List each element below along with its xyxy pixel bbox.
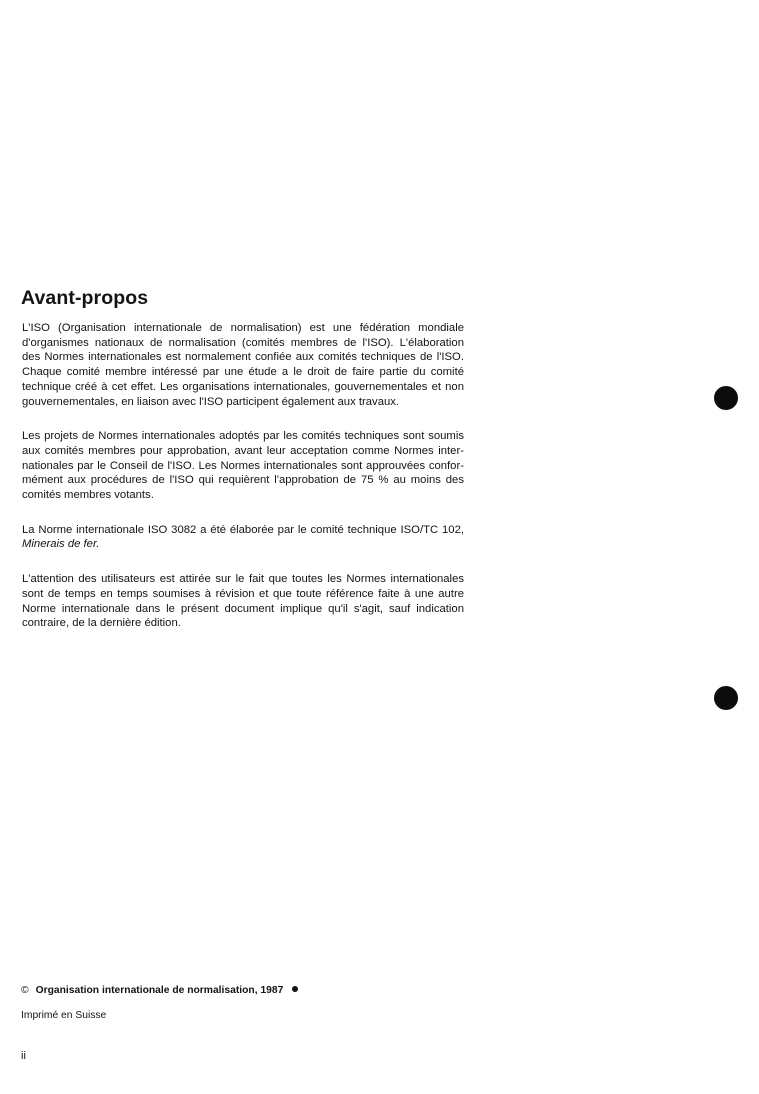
page-number: ii (21, 1050, 26, 1062)
paragraph-membership (22, 321, 464, 409)
text-line: des Normes internationales est normalement confiée aux comités techniques de l'ISO. (22, 351, 464, 364)
copyright-text: Organisation internationale de normalisation, 1987 (35, 985, 284, 996)
binding-hole-icon (714, 686, 738, 710)
copyright-notice (21, 985, 298, 996)
copyright-icon: © (21, 985, 29, 996)
printed-in: Imprimé en Suisse (21, 1010, 107, 1021)
paragraph-standard-origin (22, 523, 464, 552)
text-line: nationales par le Conseil de l'ISO. Les Normes internationales sont approuvées confor- (22, 459, 464, 472)
text-line: technique créé à cet effet. Les organisations internationales, gouvernementales et non (22, 380, 464, 393)
text-line: L'attention des utilisateurs est attirée sur le fait que toutes les Normes internationales (22, 573, 464, 586)
text-line: aux comités membres pour approbation, avant leur acceptation comme Normes inter- (22, 444, 464, 457)
text-line: contraire, de la dernière édition. (22, 617, 181, 630)
text-line: L'ISO (Organisation internationale de normalisation) est une fédération mondiale (22, 322, 464, 334)
paragraph-approval (22, 429, 464, 503)
text-line: La Norme internationale ISO 3082 a été élaborée par le comité technique ISO/TC 102, (22, 523, 464, 536)
text-line: Norme internationale dans le présent document implique qu'il s'agit, sauf indication (22, 602, 464, 615)
binding-hole-icon (714, 386, 738, 410)
page-title: Avant-propos (21, 287, 149, 309)
text-line: comités membres votants. (22, 489, 154, 502)
text-line: d'organismes nationaux de normalisation (comités membres de l'ISO). L'élaboration (22, 336, 464, 349)
foreword-body (22, 321, 464, 651)
text-line: mément aux procédures de l'ISO qui requièrent l'approbation de 75 % au moins des (22, 474, 464, 487)
text-line: Chaque comité membre intéressé par une étude a le droit de faire partie du comité (22, 366, 464, 379)
text-line: gouvernementales, en liaison avec l'ISO participent également aux travaux. (22, 395, 400, 408)
committee-title: Minerais de fer. (22, 538, 100, 551)
bullet-icon (292, 986, 298, 992)
text-line: sont de temps en temps soumises à révision et que toute référence faite à une autre (22, 587, 464, 600)
paragraph-revision-notice (22, 572, 464, 631)
text-line: Les projets de Normes internationales adoptés par les comités techniques sont soumis (22, 430, 464, 443)
